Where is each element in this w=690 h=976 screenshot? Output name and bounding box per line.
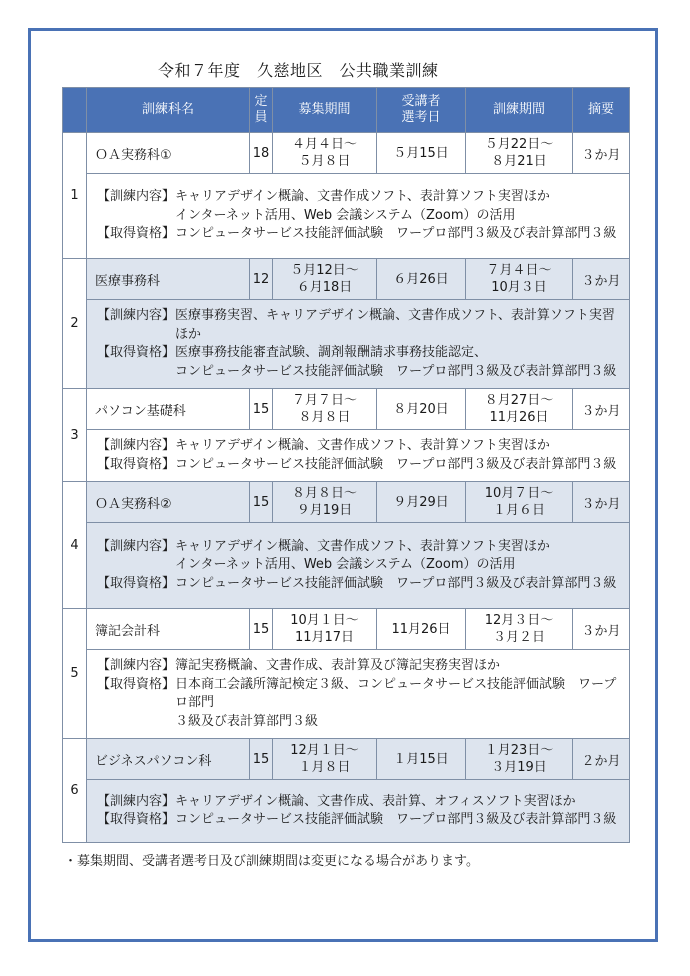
course-duration: ３か月 — [573, 482, 630, 523]
header-recruit: 募集期間 — [273, 88, 377, 133]
detail-text: 簿記実務概論、文書作成、表計算及び簿記実務実習ほか — [175, 658, 501, 673]
selection-date: ８月20日 — [377, 389, 466, 430]
detail-label: 【訓練内容】 — [97, 793, 176, 809]
course-capacity: 18 — [250, 133, 273, 174]
recruit-period: 10月１日～ 11月17日 — [273, 609, 377, 650]
course-number: 3 — [63, 389, 87, 482]
selection-date: １月15日 — [377, 739, 466, 780]
detail-line — [97, 556, 621, 575]
course-number: 1 — [63, 133, 87, 259]
header-remarks: 摘要 — [573, 88, 630, 133]
detail-label: 【取得資格】 — [97, 575, 176, 591]
detail-line — [97, 676, 621, 713]
course-name: パソコン基礎科 — [87, 389, 250, 430]
course-duration: ３か月 — [573, 609, 630, 650]
detail-text: キャリアデザイン概論、文書作成ソフト、表計算ソフト実習ほか — [175, 189, 550, 205]
detail-label — [97, 207, 175, 226]
training-period: ５月22日～ ８月21日 — [466, 133, 573, 174]
header-capacity: 定 員 — [250, 88, 273, 133]
course-name: ＯＡ実務科① — [87, 133, 250, 174]
footnote: ・募集期間、受講者選考日及び訓練期間は変更になる場合があります。 — [64, 854, 479, 869]
course-detail-row — [63, 523, 630, 609]
detail-label: 【取得資格】 — [97, 456, 176, 472]
detail-label: 【訓練内容】 — [97, 538, 176, 554]
detail-label: 【取得資格】 — [97, 676, 176, 692]
course-row — [63, 482, 630, 523]
course-name: ＯＡ実務科② — [87, 482, 250, 523]
detail-line — [97, 437, 621, 456]
course-row — [63, 609, 630, 650]
course-name: 医療事務科 — [87, 259, 250, 300]
course-row — [63, 739, 630, 780]
detail-line — [97, 307, 621, 344]
training-period: １月23日～ ３月19日 — [466, 739, 573, 780]
selection-date: ５月15日 — [377, 133, 466, 174]
course-row — [63, 133, 630, 174]
detail-text: コンピュータサービス技能評価試験 ワープロ部門３級及び表計算部門３級 — [175, 812, 617, 827]
course-number: 5 — [63, 609, 87, 739]
detail-text: コンピュータサービス技能評価試験 ワープロ部門３級及び表計算部門３級 — [175, 226, 617, 242]
recruit-period: ５月12日～ ６月18日 — [273, 259, 377, 300]
header-period: 訓練期間 — [466, 88, 573, 133]
detail-label: 【訓練内容】 — [97, 658, 176, 673]
detail-line — [97, 713, 621, 732]
course-name: ビジネスパソコン科 — [87, 739, 250, 780]
detail-text: ３級及び表計算部門３級 — [175, 713, 319, 729]
detail-line — [97, 363, 621, 382]
recruit-period: ４月４日～ ５月８日 — [273, 133, 377, 174]
course-details — [87, 174, 630, 259]
recruit-period: 12月１日～ １月８日 — [273, 739, 377, 780]
selection-date: ６月26日 — [377, 259, 466, 300]
course-number: 4 — [63, 482, 87, 609]
course-details — [87, 523, 630, 609]
detail-text: コンピュータサービス技能評価試験 ワープロ部門３級及び表計算部門３級 — [175, 363, 617, 379]
detail-label: 【取得資格】 — [97, 226, 176, 242]
detail-line — [97, 793, 621, 812]
detail-text: 医療事務実習、キャリアデザイン概論、文書作成ソフト、表計算ソフト実習ほか — [175, 308, 615, 342]
course-details — [87, 650, 630, 739]
course-number: 2 — [63, 259, 87, 389]
course-capacity: 15 — [250, 389, 273, 430]
course-detail-row — [63, 300, 630, 389]
course-number: 6 — [63, 739, 87, 843]
course-details — [87, 780, 630, 843]
detail-line — [97, 811, 621, 830]
detail-text: インターネット活用、Web 会議システム（Zoom）の活用 — [175, 207, 516, 223]
detail-label: 【取得資格】 — [97, 812, 176, 827]
recruit-period: ７月７日～ ８月８日 — [273, 389, 377, 430]
course-row — [63, 259, 630, 300]
header-course: 訓練科名 — [87, 88, 250, 133]
course-detail-row — [63, 650, 630, 739]
detail-line — [97, 575, 621, 594]
course-capacity: 15 — [250, 609, 273, 650]
detail-text: インターネット活用、Web 会議システム（Zoom）の活用 — [175, 557, 516, 573]
detail-line — [97, 657, 621, 676]
detail-line — [97, 225, 621, 244]
recruit-period: ８月８日～ ９月19日 — [273, 482, 377, 523]
course-capacity: 15 — [250, 739, 273, 780]
detail-label: 【取得資格】 — [97, 345, 176, 360]
course-duration: ３か月 — [573, 133, 630, 174]
course-capacity: 15 — [250, 482, 273, 523]
header-row — [63, 88, 630, 133]
training-period: 10月７日～ １月６日 — [466, 482, 573, 523]
header-no — [63, 88, 87, 133]
selection-date: ９月29日 — [377, 482, 466, 523]
course-detail-row — [63, 174, 630, 259]
detail-text: キャリアデザイン概論、文書作成ソフト、表計算ソフト実習ほか — [175, 438, 550, 453]
course-details — [87, 300, 630, 389]
header-selection: 受講者 選考日 — [377, 88, 466, 133]
detail-text: コンピュータサービス技能評価試験 ワープロ部門３級及び表計算部門３級 — [175, 575, 617, 591]
page-title: 令和７年度 久慈地区 公共職業訓練 — [158, 61, 439, 80]
course-row — [63, 389, 630, 430]
detail-line — [97, 538, 621, 557]
course-capacity: 12 — [250, 259, 273, 300]
detail-label — [97, 363, 175, 382]
detail-label: 【訓練内容】 — [97, 308, 176, 323]
detail-line — [97, 344, 621, 363]
course-duration: ２か月 — [573, 739, 630, 780]
training-period: ７月４日～ 10月３日 — [466, 259, 573, 300]
detail-line — [97, 188, 621, 207]
detail-text: コンピュータサービス技能評価試験 ワープロ部門３級及び表計算部門３級 — [175, 456, 617, 472]
detail-line — [97, 207, 621, 226]
detail-label — [97, 556, 175, 575]
training-period: 12月３日～ ３月２日 — [466, 609, 573, 650]
detail-label: 【訓練内容】 — [97, 438, 176, 453]
course-details — [87, 430, 630, 482]
detail-text: 医療事務技能審査試験、調剤報酬請求事務技能認定、 — [175, 345, 488, 360]
training-period: ８月27日～ 11月26日 — [466, 389, 573, 430]
course-duration: ３か月 — [573, 389, 630, 430]
detail-label: 【訓練内容】 — [97, 189, 176, 205]
course-name: 簿記会計科 — [87, 609, 250, 650]
detail-text: キャリアデザイン概論、文書作成ソフト、表計算ソフト実習ほか — [175, 538, 550, 554]
detail-text: 日本商工会議所簿記検定３級、コンピュータサービス技能評価試験 ワープロ部門 — [175, 676, 617, 710]
course-detail-row — [63, 430, 630, 482]
selection-date: 11月26日 — [377, 609, 466, 650]
detail-line — [97, 456, 621, 475]
detail-label — [97, 713, 175, 732]
detail-text: キャリアデザイン概論、文書作成、表計算、オフィスソフト実習ほか — [175, 793, 576, 809]
course-detail-row — [63, 780, 630, 843]
training-table — [62, 87, 630, 843]
course-duration: ３か月 — [573, 259, 630, 300]
